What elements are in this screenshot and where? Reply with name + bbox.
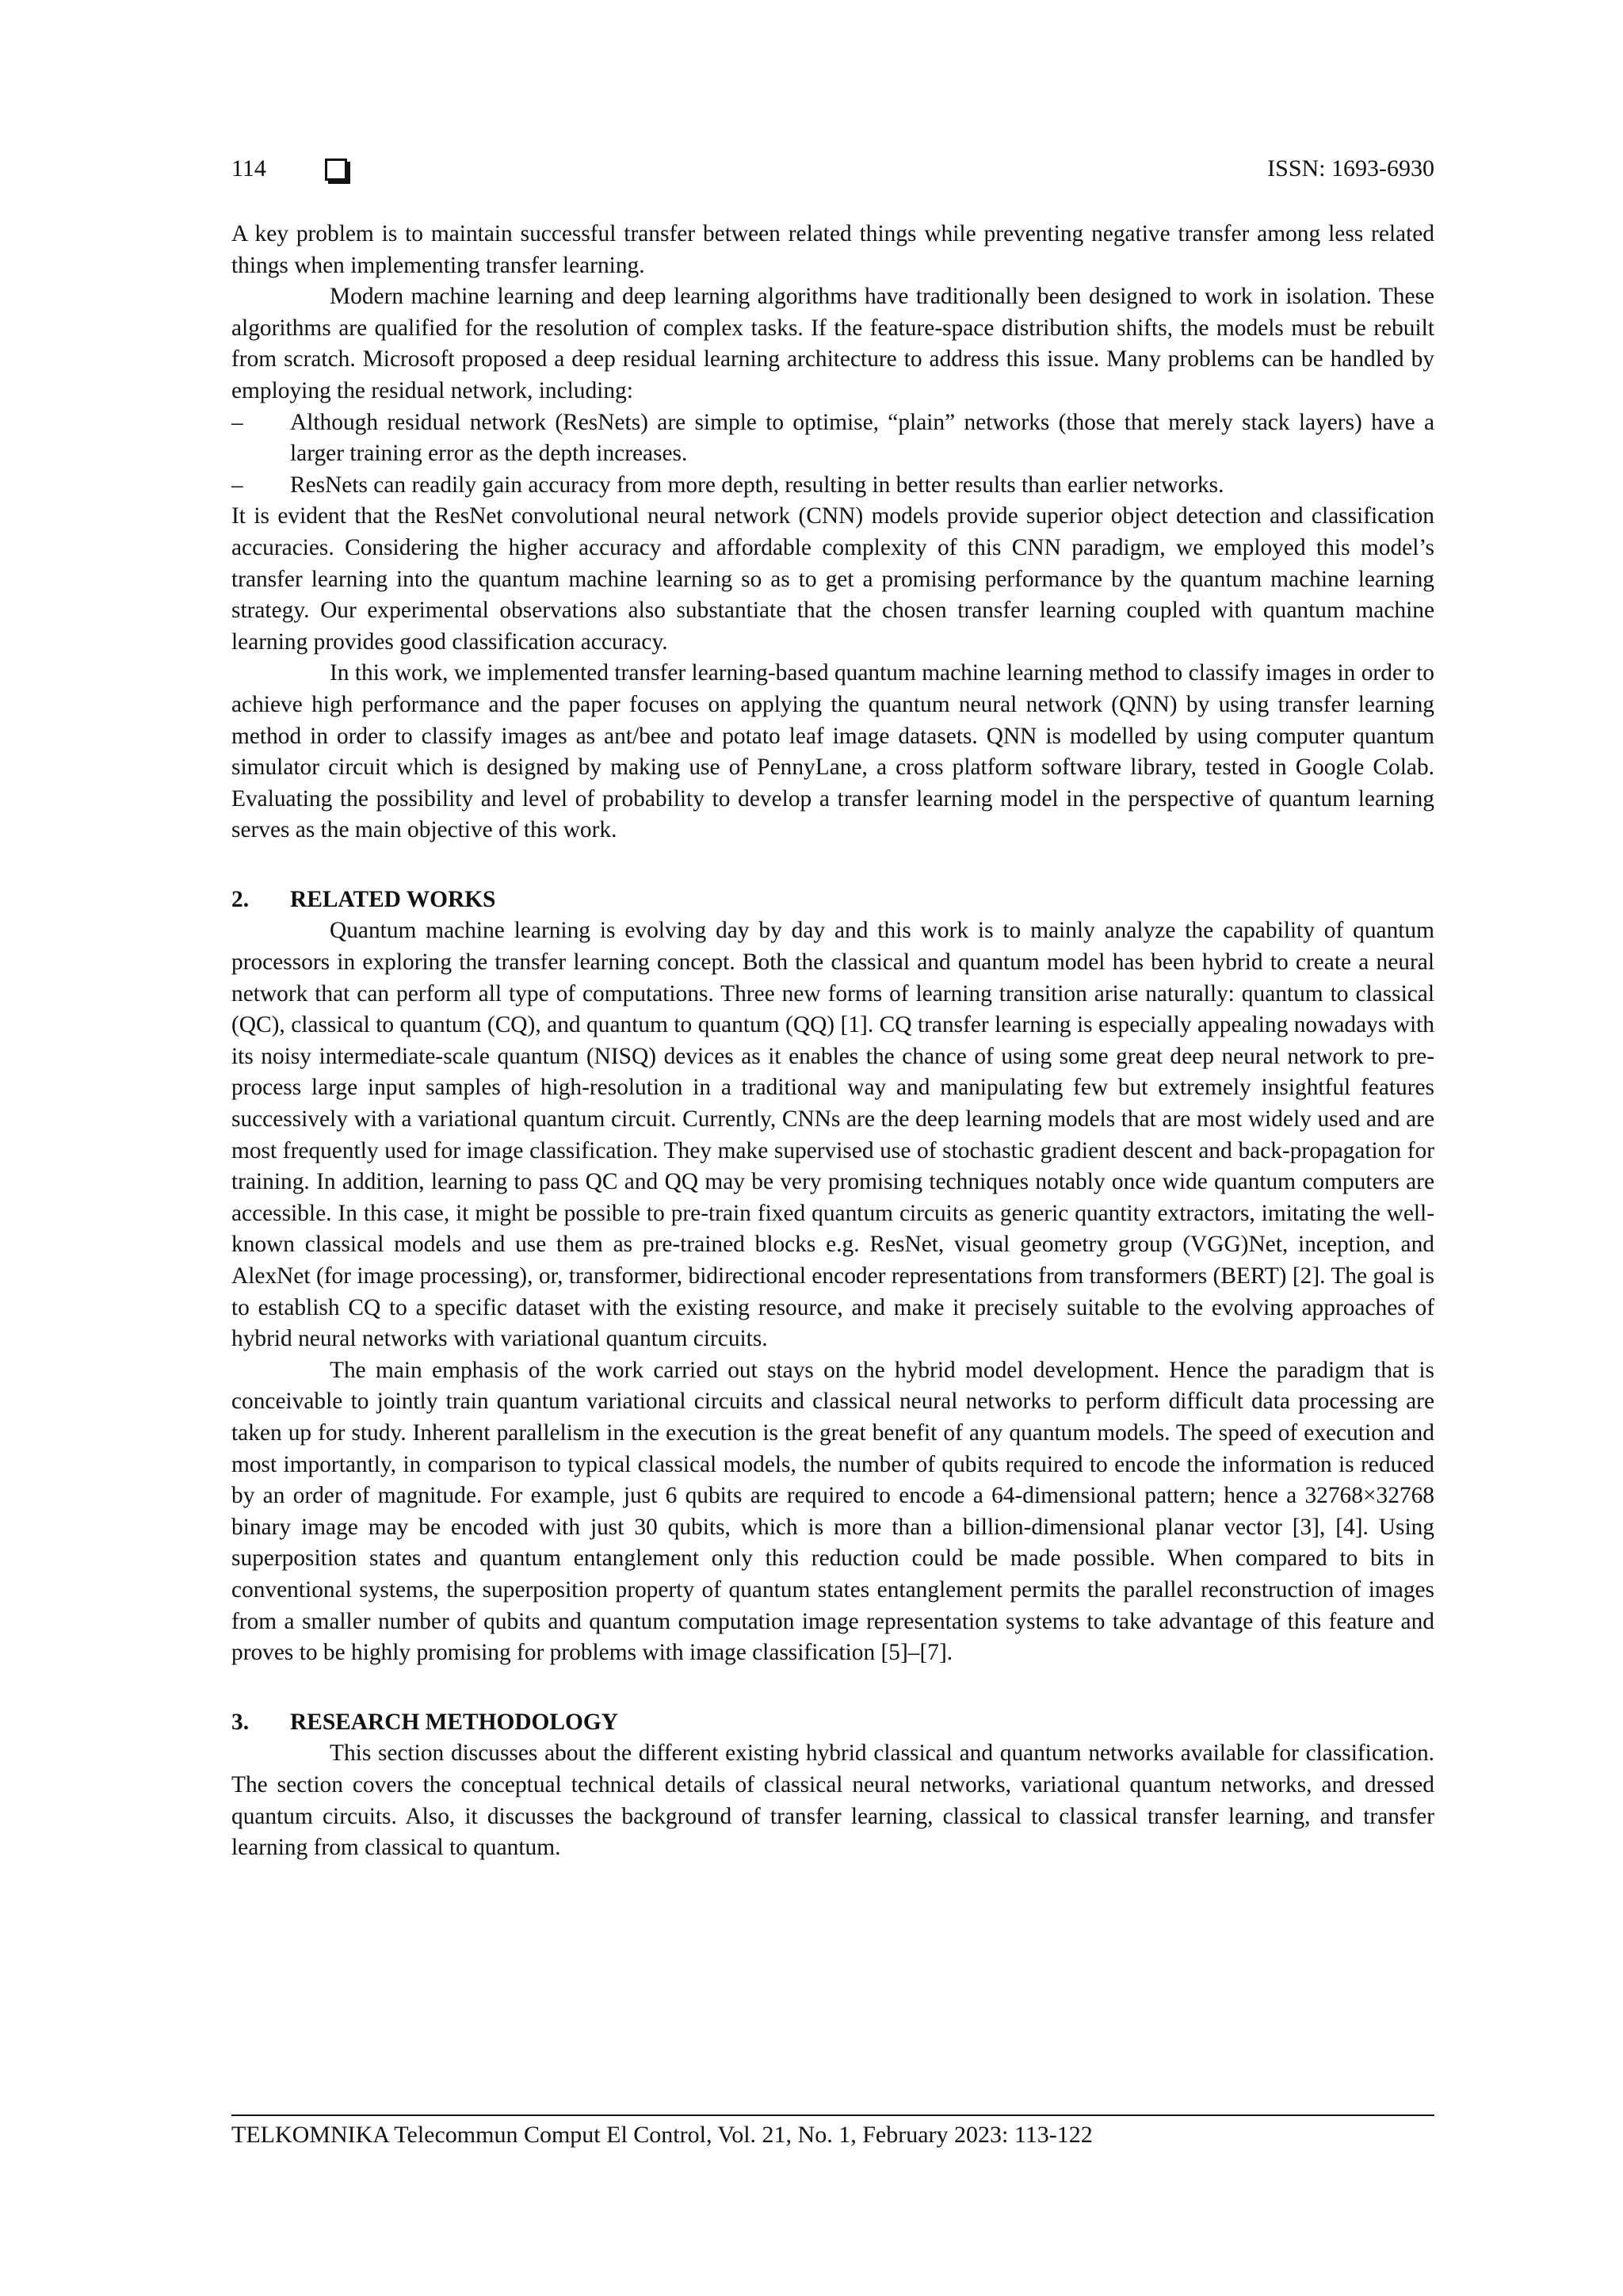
page-body — [231, 219, 1434, 1864]
section-heading-related-works — [231, 884, 1434, 916]
dash-bullet-icon: – — [231, 472, 243, 498]
methodology-paragraph-1: This section discusses about the different existing hybrid classical and quantum networks available for classification. The section covers the conceptual technical details of classical neural networks, variational quantum networks, and dressed quantum circuits. Also, it discusses the background of transfer learning, classical to classical transfer learning, and transfer learning from classical to quantum. — [231, 1740, 1434, 1861]
dash-bullet-icon: – — [231, 409, 243, 435]
list-item-text: Although residual network (ResNets) are simple to optimise, “plain” networks (those that merely stack layers) have a larger training error as the depth increases. — [290, 409, 1434, 467]
related-works-paragraph-2: The main emphasis of the work carried out stays on the hybrid model development. Hence the paradigm that is conceivable to jointly train quantum variational circuits and classical neural networks to perform difficult data processing are taken up for study. Inherent parallelism in the execution is the great benefit of any quantum models. The speed of execution and most importantly, in comparison to typical classical models, the number of qubits required to encode the information is reduced by an order of magnitude. For example, just 6 qubits are required to encode a 64-dimensional pattern; hence a 32768×32768 binary image may be encoded with just 30 qubits, which is more than a billion-dimensional planar vector [3], [4]. Using superposition states and quantum entanglement only this reduction could be made possible. When compared to bits in conventional systems, the superposition property of quantum states entanglement permits the parallel reconstruction of images from a smaller number of qubits and quantum computation image representation systems to take advantage of this feature and proves to be highly promising for problems with image classification [5]–[7]. — [231, 1357, 1434, 1666]
issn-label: ISSN: 1693-6930 — [1267, 155, 1434, 181]
related-works-paragraph-1: Quantum machine learning is evolving day by day and this work is to mainly analyze the capability of quantum processors in exploring the transfer learning concept. Both the classical and quantum model has been hybrid to create a neural network that can perform all type of computations. Three new forms of learning transition arise naturally: quantum to classical (QC), classical to quantum (CQ), and quantum to quantum (QQ) [1]. CQ transfer learning is especially appealing nowadays with its noisy intermediate-scale quantum (NISQ) devices as it enables the chance of using some great deep neural network to pre-process large input samples of high-resolution in a traditional way and manipulating few but extremely insightful features successively with a variational quantum circuit. Currently, CNNs are the deep learning models that are most widely used and are most frequently used for image classification. They make supervised use of stochastic gradient descent and back-propagation for training. In addition, learning to pass QC and QQ may be very promising techniques notably once wide quantum computers are accessible. In this case, it might be possible to pre-train fixed quantum circuits as generic quantity extractors, imitating the well-known classical models and use them as pre-trained blocks e.g. ResNet, visual geometry group (VGG)Net, inception, and AlexNet (for image processing), or, transformer, bidirectional encoder representations from transformers (BERT) [2]. The goal is to establish CQ to a specific dataset with the existing resource, and make it precisely suitable to the evolving approaches of hybrid neural networks with variational quantum circuits. — [231, 918, 1434, 1352]
section-title: RESEARCH METHODOLOGY — [290, 1709, 618, 1735]
intro-paragraph-4: In this work, we implemented transfer learning-based quantum machine learning method to classify images in order to achieve high performance and the paper focuses on applying the quantum neural network (QNN) by using transfer learning method in order to classify images as ant/bee and potato leaf image datasets. QNN is modelled by using computer quantum simulator circuit which is designed by making use of PennyLane, a cross platform software library, tested in Google Colab. Evaluating the possibility and level of probability to develop a transfer learning model in the perspective of quantum learning serves as the main objective of this work. — [231, 660, 1434, 843]
list-item-text: ResNets can readily gain accuracy from more depth, resulting in better results than earlier networks. — [290, 472, 1224, 498]
list-item — [231, 470, 1434, 502]
list-item — [231, 407, 1434, 470]
page-header — [231, 155, 1434, 193]
bullet-list — [231, 407, 1434, 502]
intro-paragraph-3: It is evident that the ResNet convolutional neural network (CNN) models provide superior object detection and classification accuracies. Considering the higher accuracy and affordable complexity of this CNN paradigm, we employed this model’s transfer learning into the quantum machine learning so as to get a promising performance by the quantum machine learning strategy. Our experimental observations also substantiate that the chosen transfer learning coupled with quantum machine learning provides good classification accuracy. — [231, 503, 1434, 655]
section-heading-research-methodology — [231, 1707, 1434, 1739]
journal-citation: TELKOMNIKA Telecommun Comput El Control, Vol. 21, No. 1, February 2023: 113-122 — [231, 2122, 1093, 2148]
section-title: RELATED WORKS — [290, 886, 496, 912]
intro-paragraph-1: A key problem is to maintain successful transfer between related things while preventing negative transfer among less related things when implementing transfer learning. — [231, 221, 1434, 278]
intro-paragraph-2: Modern machine learning and deep learning algorithms have traditionally been designed to work in isolation. These algorithms are qualified for the resolution of complex tasks. If the feature-space distribution shifts, the models must be rebuilt from scratch. Microsoft proposed a deep residual learning architecture to address this issue. Many problems can be handled by employing the residual network, including: — [231, 284, 1434, 403]
square-icon — [325, 159, 347, 181]
page-number: 114 — [231, 155, 266, 181]
page-footer — [231, 2115, 1434, 2151]
section-number: 3. — [231, 1709, 250, 1735]
section-number: 2. — [231, 886, 250, 912]
